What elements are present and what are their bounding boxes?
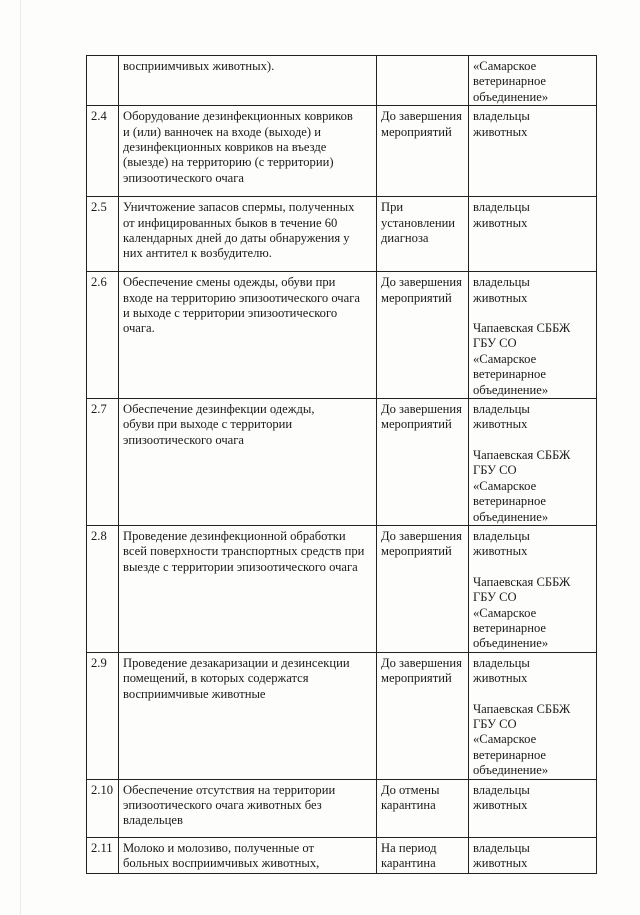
action-cell bbox=[119, 779, 377, 837]
action-cell bbox=[119, 652, 377, 779]
paragraph-gap bbox=[473, 687, 592, 702]
responsible-line: ГБУ СО bbox=[473, 716, 517, 731]
action-line: Обеспечение отсутствия на территории bbox=[123, 782, 336, 797]
responsible-line: ветеринарное bbox=[473, 620, 546, 635]
action-line: Проведение дезинфекционной обработки bbox=[123, 528, 346, 543]
action-cell bbox=[119, 837, 377, 873]
row-number-cell: 2.5 bbox=[87, 197, 119, 272]
responsible-line: ГБУ СО bbox=[473, 590, 517, 605]
term-cell bbox=[377, 106, 469, 197]
term-cell bbox=[377, 197, 469, 272]
responsible-line: ветеринарное bbox=[473, 747, 546, 762]
responsible-cell bbox=[469, 56, 597, 106]
responsible-line: владельцы bbox=[473, 528, 530, 543]
action-line: эпизоотического очага bbox=[123, 170, 245, 185]
term-line: карантина bbox=[381, 798, 436, 812]
row-number-cell: 2.4 bbox=[87, 106, 119, 197]
responsible-cell bbox=[469, 197, 597, 272]
row-number-cell: 2.8 bbox=[87, 525, 119, 652]
measures-table bbox=[86, 55, 597, 874]
paragraph-gap bbox=[473, 560, 592, 575]
term-line: мероприятий bbox=[381, 290, 452, 305]
responsible-cell bbox=[469, 837, 597, 873]
responsible-line: животных bbox=[473, 798, 528, 812]
table-row bbox=[87, 837, 597, 873]
term-line: диагноза bbox=[381, 231, 429, 246]
responsible-line: объединение» bbox=[473, 89, 549, 104]
action-line: них антител к возбудителю. bbox=[123, 246, 272, 261]
term-line: мероприятий bbox=[381, 417, 452, 432]
action-line: от инфицированных быков в течение 60 bbox=[123, 215, 338, 230]
action-line: календарных дней до даты обнаружения у bbox=[123, 231, 350, 246]
term-cell bbox=[377, 56, 469, 106]
responsible-line: «Самарское bbox=[473, 351, 537, 366]
responsible-line: «Самарское bbox=[473, 478, 537, 493]
action-line: эпизоотического очага bbox=[123, 432, 245, 447]
responsible-line: животных bbox=[473, 544, 528, 559]
responsible-line: ГБУ СО bbox=[473, 463, 517, 478]
responsible-line: животных bbox=[473, 856, 528, 870]
action-line: Проведение дезакаризации и дезинсекции bbox=[123, 655, 350, 670]
measures-table-body bbox=[87, 56, 597, 874]
responsible-line: животных bbox=[473, 417, 528, 432]
responsible-line: Чапаевская СББЖ bbox=[473, 447, 571, 462]
responsible-line: владельцы bbox=[473, 655, 530, 670]
action-line: входе на территорию эпизоотического очага bbox=[123, 290, 360, 305]
term-cell bbox=[377, 525, 469, 652]
responsible-cell bbox=[469, 106, 597, 197]
responsible-cell bbox=[469, 652, 597, 779]
action-line: (выезде) на территорию (с территории) bbox=[123, 155, 334, 170]
action-line: Молоко и молозиво, полученные от bbox=[123, 840, 314, 855]
row-number-cell: 2.11 bbox=[87, 837, 119, 873]
scan-edge-shadow bbox=[20, 0, 21, 915]
term-line: При bbox=[381, 200, 404, 215]
term-line: мероприятий bbox=[381, 671, 452, 686]
action-line: Уничтожение запасов спермы, полученных bbox=[123, 200, 355, 215]
term-line: До завершения bbox=[381, 655, 462, 670]
action-line: обуви при выходе с территории bbox=[123, 417, 293, 432]
table-row bbox=[87, 525, 597, 652]
action-cell bbox=[119, 106, 377, 197]
responsible-line: ГБУ СО bbox=[473, 336, 517, 351]
row-number-cell: 2.9 bbox=[87, 652, 119, 779]
table-row bbox=[87, 197, 597, 272]
action-cell bbox=[119, 272, 377, 399]
action-line: восприимчивых животных). bbox=[123, 59, 275, 73]
term-line: мероприятий bbox=[381, 544, 452, 559]
responsible-line: владельцы bbox=[473, 782, 530, 797]
responsible-line: «Самарское bbox=[473, 605, 537, 620]
responsible-line: Чапаевская СББЖ bbox=[473, 574, 571, 589]
action-cell bbox=[119, 197, 377, 272]
responsible-line: владельцы bbox=[473, 275, 530, 290]
action-line: и выходе с территории эпизоотического bbox=[123, 306, 338, 321]
responsible-line: животных bbox=[473, 290, 528, 305]
responsible-cell bbox=[469, 779, 597, 837]
responsible-line: владельцы bbox=[473, 200, 530, 215]
responsible-line: ветеринарное bbox=[473, 74, 546, 89]
action-line: владельцев bbox=[123, 813, 183, 828]
term-cell bbox=[377, 652, 469, 779]
term-line: карантина bbox=[381, 856, 436, 870]
table-row bbox=[87, 399, 597, 526]
paragraph-gap bbox=[473, 433, 592, 448]
responsible-line: «Самарское bbox=[473, 59, 537, 73]
action-line: очага. bbox=[123, 321, 155, 336]
table-row bbox=[87, 56, 597, 106]
responsible-line: ветеринарное bbox=[473, 367, 546, 382]
action-cell bbox=[119, 56, 377, 106]
term-line: До завершения bbox=[381, 402, 462, 417]
action-line: Обеспечение дезинфекции одежды, bbox=[123, 402, 315, 417]
action-line: эпизоотического очага животных без bbox=[123, 798, 322, 812]
table-row bbox=[87, 652, 597, 779]
action-line: больных восприимчивых животных, bbox=[123, 856, 320, 870]
table-row bbox=[87, 779, 597, 837]
paragraph-gap bbox=[473, 306, 592, 321]
responsible-cell bbox=[469, 525, 597, 652]
action-line: помещений, в которых содержатся bbox=[123, 671, 309, 686]
responsible-cell bbox=[469, 399, 597, 526]
action-line: восприимчивые животные bbox=[123, 686, 266, 701]
action-cell bbox=[119, 525, 377, 652]
action-line: Обеспечение смены одежды, обуви при bbox=[123, 275, 336, 290]
term-cell bbox=[377, 837, 469, 873]
responsible-line: ветеринарное bbox=[473, 494, 546, 509]
action-line: выезде с территории эпизоотического очага bbox=[123, 559, 358, 574]
term-line: До отмены bbox=[381, 782, 440, 797]
row-number-cell: 2.7 bbox=[87, 399, 119, 526]
term-line: До завершения bbox=[381, 109, 462, 124]
responsible-line: животных bbox=[473, 124, 528, 139]
responsible-line: животных bbox=[473, 671, 528, 686]
row-number-cell bbox=[87, 56, 119, 106]
responsible-line: владельцы bbox=[473, 402, 530, 417]
action-line: дезинфекционных ковриков на въезде bbox=[123, 140, 327, 155]
responsible-line: объединение» bbox=[473, 509, 549, 524]
responsible-line: объединение» bbox=[473, 763, 549, 778]
responsible-line: животных bbox=[473, 215, 528, 230]
term-line: На период bbox=[381, 840, 437, 855]
term-cell bbox=[377, 272, 469, 399]
term-line: мероприятий bbox=[381, 124, 452, 139]
action-cell bbox=[119, 399, 377, 526]
responsible-line: владельцы bbox=[473, 840, 530, 855]
row-number-cell: 2.6 bbox=[87, 272, 119, 399]
term-line: установлении bbox=[381, 215, 456, 230]
action-line: и (или) ванночек на входе (выходе) и bbox=[123, 124, 321, 139]
responsible-line: Чапаевская СББЖ bbox=[473, 701, 571, 716]
responsible-line: объединение» bbox=[473, 382, 549, 397]
action-line: всей поверхности транспортных средств при bbox=[123, 544, 365, 559]
table-row bbox=[87, 106, 597, 197]
term-cell bbox=[377, 399, 469, 526]
responsible-line: объединение» bbox=[473, 636, 549, 651]
row-number-cell: 2.10 bbox=[87, 779, 119, 837]
responsible-line: «Самарское bbox=[473, 732, 537, 747]
term-cell bbox=[377, 779, 469, 837]
responsible-line: Чапаевская СББЖ bbox=[473, 321, 571, 336]
action-line: Оборудование дезинфекционных ковриков bbox=[123, 109, 353, 124]
term-line: До завершения bbox=[381, 528, 462, 543]
term-line: До завершения bbox=[381, 275, 462, 290]
responsible-line: владельцы bbox=[473, 109, 530, 124]
responsible-cell bbox=[469, 272, 597, 399]
table-row bbox=[87, 272, 597, 399]
